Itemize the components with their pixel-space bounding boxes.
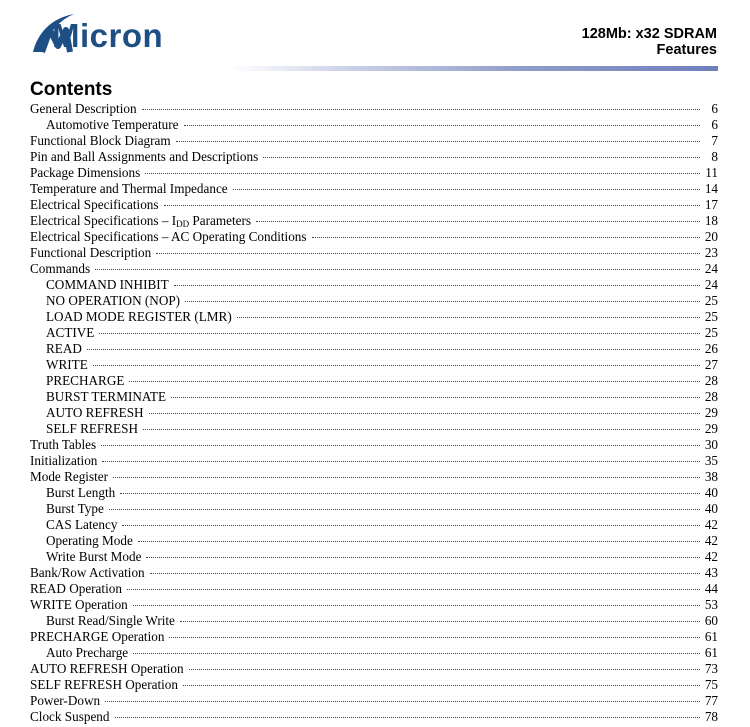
toc-entry[interactable]	[30, 389, 718, 405]
section-title: Features	[656, 42, 717, 58]
toc-entry[interactable]	[30, 597, 718, 613]
toc-entry[interactable]	[30, 245, 718, 261]
toc-entry[interactable]	[30, 405, 718, 421]
toc-leader-dots	[312, 236, 700, 238]
toc-entry-label: Electrical Specifications – AC Operating Conditions	[30, 229, 307, 244]
toc-leader-dots	[171, 396, 700, 398]
toc-leader-dots	[237, 316, 700, 318]
toc-entry-page: 6	[711, 117, 718, 132]
doc-title: 128Mb: x32 SDRAM	[581, 26, 717, 42]
toc-entry[interactable]	[30, 469, 718, 485]
toc-leader-dots	[233, 188, 700, 190]
toc-entry-label: Clock Suspend	[30, 709, 110, 724]
toc-entry[interactable]	[30, 613, 718, 629]
toc-entry[interactable]	[30, 517, 718, 533]
toc-leader-dots	[184, 124, 701, 126]
toc-entry[interactable]	[30, 629, 718, 645]
toc-entry-page: 17	[704, 197, 718, 212]
toc-entry-label: Operating Mode	[46, 533, 133, 548]
toc-entry-page: 25	[704, 309, 718, 324]
toc-entry-label: Automotive Temperature	[46, 117, 179, 132]
toc-entry-page: 60	[704, 613, 718, 628]
toc-entry[interactable]	[30, 277, 718, 293]
toc-entry-label: Commands	[30, 261, 91, 276]
toc-entry-label: AUTO REFRESH	[46, 405, 144, 420]
toc-entry-label: PRECHARGE Operation	[30, 629, 165, 644]
toc-entry-label: Initialization	[30, 453, 98, 468]
toc-leader-dots	[105, 700, 700, 702]
toc-entry-page: 25	[704, 325, 718, 340]
toc-entry-label: WRITE Operation	[30, 597, 128, 612]
micron-logo	[30, 12, 190, 58]
toc-entry-label: Truth Tables	[30, 437, 97, 452]
toc-leader-dots	[99, 332, 700, 334]
toc-entry-label: Pin and Ball Assignments and Descriptions	[30, 149, 259, 164]
toc-entry[interactable]	[30, 485, 718, 501]
toc-entry[interactable]	[30, 117, 718, 133]
toc-entry-label: Functional Description	[30, 245, 152, 260]
toc-entry[interactable]	[30, 229, 718, 245]
toc-leader-dots	[149, 412, 700, 414]
toc-leader-dots	[183, 684, 700, 686]
toc-leader-dots	[138, 540, 700, 542]
toc-entry-page: 73	[704, 661, 718, 676]
toc-entry[interactable]	[30, 533, 718, 549]
toc-leader-dots	[120, 492, 700, 494]
toc-entry-page: 8	[711, 149, 718, 164]
toc-leader-dots	[115, 716, 701, 718]
logo-wordmark: Micron	[52, 17, 164, 54]
toc-entry-label: Write Burst Mode	[46, 549, 142, 564]
toc-entry-page: 14	[704, 181, 718, 196]
toc-entry[interactable]	[30, 261, 718, 277]
toc-entry-label: Mode Register	[30, 469, 109, 484]
toc-leader-dots	[145, 172, 700, 174]
toc-entry-page: 29	[704, 421, 718, 436]
toc-entry[interactable]	[30, 661, 718, 677]
toc-entry-page: 44	[704, 581, 718, 596]
toc-entry-page: 23	[704, 245, 718, 260]
toc-entry-label: PRECHARGE	[46, 373, 125, 388]
toc-leader-dots	[133, 652, 700, 654]
toc-entry[interactable]	[30, 645, 718, 661]
toc-entry[interactable]	[30, 501, 718, 517]
toc-entry[interactable]	[30, 581, 718, 597]
toc-entry[interactable]	[30, 453, 718, 469]
toc-entry[interactable]	[30, 341, 718, 357]
toc-entry-label-text: Electrical Specifications – I	[30, 213, 177, 228]
toc-entry-page: 40	[704, 485, 718, 500]
toc-entry[interactable]	[30, 197, 718, 213]
toc-entry-page: 42	[704, 517, 718, 532]
contents-heading: Contents	[30, 79, 113, 100]
toc-leader-dots	[133, 604, 700, 606]
toc-entry[interactable]	[30, 709, 718, 725]
table-of-contents	[30, 101, 718, 725]
toc-entry-label: READ	[46, 341, 82, 356]
toc-leader-dots	[129, 380, 700, 382]
toc-entry-page: 61	[704, 645, 718, 660]
toc-entry-page: 38	[704, 469, 718, 484]
toc-leader-dots	[174, 284, 700, 286]
toc-leader-dots	[189, 668, 700, 670]
toc-leader-dots	[102, 460, 700, 462]
toc-entry-label: Power-Down	[30, 693, 101, 708]
toc-entry[interactable]	[30, 133, 718, 149]
toc-entry-page: 43	[704, 565, 718, 580]
toc-entry[interactable]	[30, 565, 718, 581]
toc-entry[interactable]	[30, 693, 718, 709]
toc-entry-page: 24	[704, 261, 718, 276]
toc-leader-dots	[122, 524, 700, 526]
toc-entry-page: 75	[704, 677, 718, 692]
toc-entry-label: Burst Read/Single Write	[46, 613, 175, 628]
toc-leader-dots	[156, 252, 700, 254]
toc-entry-page: 29	[704, 405, 718, 420]
toc-entry[interactable]	[30, 421, 718, 437]
toc-entry-label: READ Operation	[30, 581, 122, 596]
toc-entry-label: LOAD MODE REGISTER (LMR)	[46, 309, 232, 324]
toc-entry-label: Electrical Specifications	[30, 197, 159, 212]
toc-entry-label: COMMAND INHIBIT	[46, 277, 169, 292]
toc-entry-page: 28	[704, 373, 718, 388]
toc-leader-dots	[180, 620, 700, 622]
toc-entry-label-subscript: DD	[176, 219, 190, 229]
toc-leader-dots	[95, 268, 700, 270]
header-rule	[230, 66, 718, 71]
toc-entry-label: Auto Precharge	[46, 645, 129, 660]
toc-entry-label: Functional Block Diagram	[30, 133, 171, 148]
toc-entry[interactable]	[30, 357, 718, 373]
toc-entry-label: BURST TERMINATE	[46, 389, 167, 404]
toc-entry-page: 30	[704, 437, 718, 452]
toc-leader-dots	[109, 508, 700, 510]
toc-entry-page: 35	[704, 453, 718, 468]
toc-entry-page: 26	[704, 341, 718, 356]
toc-entry[interactable]	[30, 373, 718, 389]
toc-entry-label: Temperature and Thermal Impedance	[30, 181, 228, 196]
toc-entry[interactable]	[30, 437, 718, 453]
toc-leader-dots	[185, 300, 700, 302]
toc-entry-label: Burst Length	[46, 485, 116, 500]
toc-entry-label: WRITE	[46, 357, 88, 372]
toc-entry[interactable]	[30, 549, 718, 565]
page-header	[0, 0, 750, 72]
toc-entry-label: SELF REFRESH	[46, 421, 138, 436]
toc-leader-dots	[263, 156, 700, 158]
toc-entry-label-text: Parameters	[189, 213, 251, 228]
toc-entry-page: 42	[704, 549, 718, 564]
toc-leader-dots	[93, 364, 700, 366]
toc-leader-dots	[113, 476, 700, 478]
toc-leader-dots	[143, 428, 700, 430]
toc-entry-page: 6	[711, 101, 718, 116]
toc-leader-dots	[150, 572, 700, 574]
toc-entry[interactable]	[30, 181, 718, 197]
toc-entry-page: 24	[704, 277, 718, 292]
toc-entry-label: AUTO REFRESH Operation	[30, 661, 184, 676]
toc-entry[interactable]	[30, 325, 718, 341]
toc-leader-dots	[176, 140, 700, 142]
toc-entry-page: 7	[711, 133, 718, 148]
toc-entry-page: 61	[704, 629, 718, 644]
toc-entry-label: SELF REFRESH Operation	[30, 677, 178, 692]
toc-entry-page: 18	[704, 213, 718, 228]
document-heading	[582, 26, 717, 58]
toc-leader-dots	[164, 204, 700, 206]
toc-entry-page: 40	[704, 501, 718, 516]
toc-leader-dots	[142, 108, 700, 110]
toc-entry-label: ACTIVE	[46, 325, 95, 340]
toc-entry[interactable]	[30, 165, 718, 181]
toc-entry-page: 42	[704, 533, 718, 548]
toc-entry-page: 77	[704, 693, 718, 708]
toc-entry-label: Burst Type	[46, 501, 104, 516]
toc-entry-page: 11	[705, 165, 718, 180]
toc-leader-dots	[101, 444, 700, 446]
toc-leader-dots	[127, 588, 700, 590]
toc-entry-label: NO OPERATION (NOP)	[46, 293, 181, 308]
toc-leader-dots	[87, 348, 700, 350]
toc-leader-dots	[256, 220, 700, 222]
toc-entry[interactable]	[30, 293, 718, 309]
toc-leader-dots	[169, 636, 700, 638]
toc-entry[interactable]	[30, 677, 718, 693]
toc-entry-label: CAS Latency	[46, 517, 118, 532]
toc-entry-label: Bank/Row Activation	[30, 565, 145, 580]
toc-entry[interactable]	[30, 213, 718, 229]
toc-entry-page: 25	[704, 293, 718, 308]
toc-entry[interactable]	[30, 149, 718, 165]
toc-entry-page: 53	[704, 597, 718, 612]
toc-entry-label: General Description	[30, 101, 137, 116]
toc-entry-page: 28	[704, 389, 718, 404]
toc-entry-page: 27	[704, 357, 718, 372]
toc-entry-page: 20	[704, 229, 718, 244]
toc-leader-dots	[146, 556, 700, 558]
toc-entry[interactable]	[30, 309, 718, 325]
toc-entry-page: 78	[704, 709, 718, 724]
toc-entry[interactable]	[30, 101, 718, 117]
toc-entry-label: Package Dimensions	[30, 165, 141, 180]
